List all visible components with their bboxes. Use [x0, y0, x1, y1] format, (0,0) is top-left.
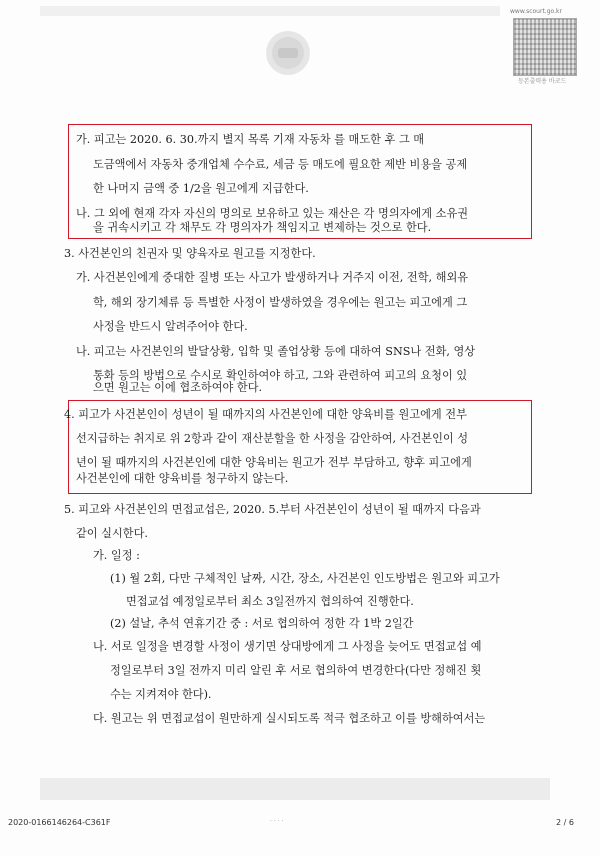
body-line: 같이 실시한다.	[76, 527, 148, 540]
header-band	[40, 6, 500, 16]
body-line: 면접교섭 예정일로부터 최소 3일전까지 협의하여 진행한다.	[126, 595, 414, 608]
body-line: 나. 서로 일정을 변경할 사정이 생기면 상대방에게 그 사정을 늦어도 면접교섭 예	[93, 640, 482, 653]
body-line: 5. 피고와 사건본인의 면접교섭은, 2020. 5.부터 사건본인이 성년이 될 때까지 다음과	[64, 503, 481, 516]
body-line: (2) 설날, 추석 연휴기간 중 : 서로 협의하여 정한 각 1박 2일간	[110, 617, 414, 630]
body-line: 선지급하는 취지로 위 2항과 같이 재산분할을 한 사정을 감안하여, 사건본인이 성	[76, 432, 469, 445]
body-line: 도금액에서 자동차 중개업체 수수료, 세금 등 매도에 필요한 제반 비용을 공제	[93, 158, 468, 171]
body-line: 으면 원고는 이에 협조하여야 한다.	[93, 381, 263, 394]
footer-band	[40, 778, 550, 800]
body-line: 을 귀속시키고 각 채무도 각 명의자가 책임지고 변제하는 것으로 한다.	[93, 221, 432, 234]
page-number: 2 / 6	[556, 818, 574, 827]
body-line: 4. 피고가 사건본인이 성년이 될 때까지의 사건본인에 대한 양육비를 원고에게 전부	[64, 408, 467, 421]
court-seal-icon	[263, 28, 313, 78]
body-line: 3. 사건본인의 친권자 및 양육자로 원고를 지정한다.	[64, 247, 316, 260]
body-line: 정일로부터 3일 전까지 미리 알린 후 서로 협의하여 변경한다(다만 정해진 횟	[110, 664, 482, 677]
body-line: 가. 사건본인에게 중대한 질병 또는 사고가 발생하거나 거주지 이전, 전학, 해외유	[76, 271, 469, 284]
body-line: 가. 일정 :	[93, 549, 140, 562]
body-line: 사건본인에 대한 양육비를 청구하지 않는다.	[76, 472, 289, 485]
body-line: (1) 월 2회, 다만 구체적인 날짜, 시간, 장소, 사건본인 인도방법은 원고와 피고가	[110, 572, 500, 585]
barcode-icon	[513, 18, 577, 76]
body-line: 수는 지켜져야 한다).	[110, 688, 212, 701]
footer-watermark: · · · ·	[270, 818, 284, 825]
body-line: 가. 피고는 2020. 6. 30.까지 별지 목록 기재 자동차 를 매도한 후 그 매	[76, 133, 425, 146]
body-line: 한 나머지 금액 중 1/2을 원고에게 지급한다.	[93, 182, 309, 195]
document-id: 2020-0166146264-C361F	[8, 818, 111, 827]
body-line: 나. 피고는 사건본인의 발달상황, 입학 및 졸업상황 등에 대하여 SNS나 전화, 영상	[76, 345, 476, 358]
barcode-label: 등본출력용 바코드	[518, 78, 567, 85]
body-line: 학, 해외 장기체류 등 특별한 사정이 발생하였을 경우에는 원고는 피고에게 그	[93, 296, 468, 309]
body-line: 년이 될 때까지의 사건본인에 대한 양육비는 원고가 전부 부담하고, 향후 피고에게	[76, 456, 472, 469]
body-line: 다. 원고는 위 면접교섭이 원만하게 실시되도록 적극 협조하고 이를 방해하여서는	[93, 712, 486, 725]
body-line: 나. 그 외에 현재 각자 자신의 명의로 보유하고 있는 재산은 각 명의자에게 소유권	[76, 207, 469, 220]
site-url: www.scourt.go.kr	[510, 8, 562, 15]
body-line: 사정을 반드시 알려주어야 한다.	[93, 320, 248, 333]
body-line: 통화 등의 방법으로 수시로 확인하여야 하고, 그와 관련하여 피고의 요청이 있	[93, 369, 468, 382]
